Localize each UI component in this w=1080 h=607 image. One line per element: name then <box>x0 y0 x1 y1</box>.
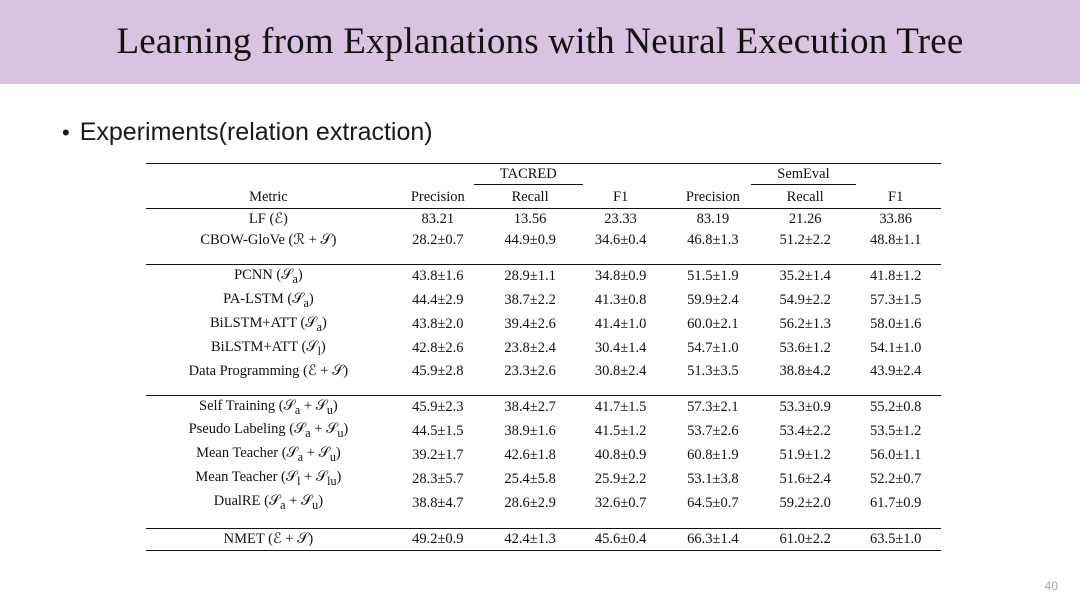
results-table <box>146 163 941 551</box>
table-cell: 51.2±2.2 <box>779 232 831 248</box>
table-cell: 51.9±1.2 <box>779 446 831 463</box>
table-row <box>146 419 941 443</box>
table-row <box>146 491 941 515</box>
table-cell: 40.8±0.9 <box>594 446 647 463</box>
table-row-label: BiLSTM+ATT (𝒮$_l$) <box>211 338 326 358</box>
table-cell: 43.8±2.0 <box>412 316 464 333</box>
table-row <box>146 467 941 491</box>
table-column-header: Precision <box>410 189 465 205</box>
table-cell: 49.2±0.9 <box>391 529 485 551</box>
table-cell: 53.6±1.2 <box>779 340 831 357</box>
results-table-container <box>146 163 941 551</box>
table-cell: 51.6±2.4 <box>779 470 831 487</box>
table-cell: 45.9±2.3 <box>391 395 485 419</box>
table-cell: 38.8±4.7 <box>412 494 464 511</box>
table-row-label: Self Training (𝒮$_a$ + 𝒮$_u$) <box>146 395 391 419</box>
table-cell: 59.2±2.0 <box>779 494 831 511</box>
table-cell: 23.8±2.4 <box>504 340 556 357</box>
table-cell: 60.0±2.1 <box>687 316 739 333</box>
table-cell: 42.8±2.6 <box>412 340 464 357</box>
table-row <box>146 443 941 467</box>
table-cell: 30.8±2.4 <box>594 362 647 379</box>
table-row-label: BiLSTM+ATT (𝒮$_a$) <box>210 314 327 334</box>
table-cell: 34.6±0.4 <box>594 232 647 248</box>
table-row-label: PCNN (𝒮$_a$) <box>146 265 391 289</box>
table-cell: 13.56 <box>485 209 576 231</box>
table-group-header: TACRED <box>391 164 666 188</box>
table-cell: 42.6±1.8 <box>504 446 556 463</box>
table-cell: 63.5±1.0 <box>850 529 941 551</box>
table-row-label: Data Programming (ℰ + 𝒮) <box>188 362 349 379</box>
table-block-spacer <box>146 382 941 396</box>
table-cell: 34.8±0.9 <box>575 265 666 289</box>
table-cell: 23.33 <box>575 209 666 231</box>
table-row <box>146 209 941 231</box>
table-cell: 41.7±1.5 <box>575 395 666 419</box>
table-group-header-blank <box>146 164 391 188</box>
table-cell: 55.2±0.8 <box>850 395 941 419</box>
table-cell: 51.3±3.5 <box>687 362 739 379</box>
table-cell: 54.7±1.0 <box>687 340 739 357</box>
page-title: Learning from Explanations with Neural Execution Tree <box>116 21 964 62</box>
bullet-label: Experiments(relation extraction) <box>79 118 433 146</box>
table-cell: 38.4±2.7 <box>485 395 576 419</box>
table-row-label: CBOW-GloVe (ℛ + 𝒮) <box>200 232 337 248</box>
table-cell: 30.4±1.4 <box>594 340 647 357</box>
slide-page-number: 40 <box>1044 579 1058 593</box>
table-cell: 41.3±0.8 <box>594 292 647 309</box>
table-row-label: NMET (ℰ + 𝒮) <box>146 529 391 551</box>
table-cell: 39.2±1.7 <box>412 446 464 463</box>
bullet-item <box>62 118 433 147</box>
table-group-header: SemEval <box>666 164 941 188</box>
table-cell: 42.4±1.3 <box>485 529 576 551</box>
table-column-header-row <box>146 187 941 209</box>
table-block-spacer <box>146 515 941 529</box>
table-cell: 25.9±2.2 <box>594 470 647 487</box>
table-cell: 44.9±0.9 <box>504 232 556 248</box>
table-column-header: Recall <box>511 189 549 205</box>
table-cell: 41.8±1.2 <box>850 265 941 289</box>
table-cell: 52.2±0.7 <box>869 470 922 487</box>
table-row <box>146 289 941 313</box>
table-cell: 35.2±1.4 <box>760 265 851 289</box>
table-row <box>146 265 941 289</box>
table-row-label: PA-LSTM (𝒮$_a$) <box>223 290 314 310</box>
table-cell: 45.9±2.8 <box>412 362 464 379</box>
table-cell: 44.4±2.9 <box>412 292 464 309</box>
table-row-label: LF (ℰ) <box>146 209 391 231</box>
table-row-label: Pseudo Labeling (𝒮$_a$ + 𝒮$_u$) <box>188 421 349 441</box>
table-column-header: Metric <box>249 189 288 205</box>
table-cell: 53.3±0.9 <box>760 395 851 419</box>
table-row <box>146 361 941 382</box>
table-cell: 58.0±1.6 <box>869 316 922 333</box>
table-cell: 53.7±2.6 <box>687 422 739 439</box>
table-bottom-rule <box>146 551 941 552</box>
table-cell: 54.9±2.2 <box>779 292 831 309</box>
table-row-label: DualRE (𝒮$_a$ + 𝒮$_u$) <box>213 493 324 513</box>
table-cell: 28.6±2.9 <box>504 494 556 511</box>
table-row <box>146 337 941 361</box>
table-cell: 61.0±2.2 <box>760 529 851 551</box>
table-row <box>146 529 941 551</box>
table-row <box>146 395 941 419</box>
table-cell: 38.8±4.2 <box>779 362 831 379</box>
table-cell: 53.5±1.2 <box>869 422 922 439</box>
table-column-header: Recall <box>786 189 824 205</box>
table-cell: 39.4±2.6 <box>504 316 556 333</box>
table-cell: 25.4±5.8 <box>504 470 556 487</box>
table-cell: 53.4±2.2 <box>779 422 831 439</box>
table-group-header-row <box>146 164 941 188</box>
table-cell: 32.6±0.7 <box>594 494 647 511</box>
table-cell: 59.9±2.4 <box>687 292 739 309</box>
table-cell: 43.8±1.6 <box>391 265 485 289</box>
table-cell: 83.19 <box>666 209 760 231</box>
table-cell: 64.5±0.7 <box>687 494 739 511</box>
table-cell: 28.3±5.7 <box>412 470 464 487</box>
table-cell: 43.9±2.4 <box>869 362 922 379</box>
table-row-label: Mean Teacher (𝒮$_l$ + 𝒮$_{lu}$) <box>195 469 342 489</box>
table-row-label: Mean Teacher (𝒮$_a$ + 𝒮$_u$) <box>196 445 341 465</box>
table-column-header: F1 <box>612 189 629 205</box>
bullet-dot-icon: • <box>62 120 70 145</box>
table-cell: 56.0±1.1 <box>869 446 922 463</box>
table-block-spacer <box>146 251 941 265</box>
table-cell: 60.8±1.9 <box>687 446 739 463</box>
table-cell: 44.5±1.5 <box>412 422 464 439</box>
table-row <box>146 230 941 251</box>
table-cell: 23.3±2.6 <box>504 362 556 379</box>
table-cell: 46.8±1.3 <box>687 232 739 248</box>
table-cell: 48.8±1.1 <box>869 232 922 248</box>
table-cell: 53.1±3.8 <box>687 470 739 487</box>
table-cell: 54.1±1.0 <box>869 340 922 357</box>
table-cell: 28.9±1.1 <box>485 265 576 289</box>
table-column-header: Precision <box>685 189 740 205</box>
table-column-header: F1 <box>888 189 904 205</box>
table-cell: 38.7±2.2 <box>504 292 556 309</box>
table-cell: 51.5±1.9 <box>666 265 760 289</box>
table-cell: 83.21 <box>391 209 485 231</box>
table-cell: 38.9±1.6 <box>504 422 556 439</box>
table-cell: 66.3±1.4 <box>666 529 760 551</box>
table-cell: 21.26 <box>760 209 851 231</box>
table-cell: 61.7±0.9 <box>869 494 922 511</box>
table-cell: 57.3±1.5 <box>869 292 922 309</box>
table-cell: 41.5±1.2 <box>594 422 647 439</box>
table-cell: 41.4±1.0 <box>594 316 647 333</box>
table-cell: 57.3±2.1 <box>666 395 760 419</box>
table-row <box>146 313 941 337</box>
table-cell: 33.86 <box>850 209 941 231</box>
table-cell: 56.2±1.3 <box>779 316 831 333</box>
table-cell: 45.6±0.4 <box>575 529 666 551</box>
table-cell: 28.2±0.7 <box>412 232 464 248</box>
